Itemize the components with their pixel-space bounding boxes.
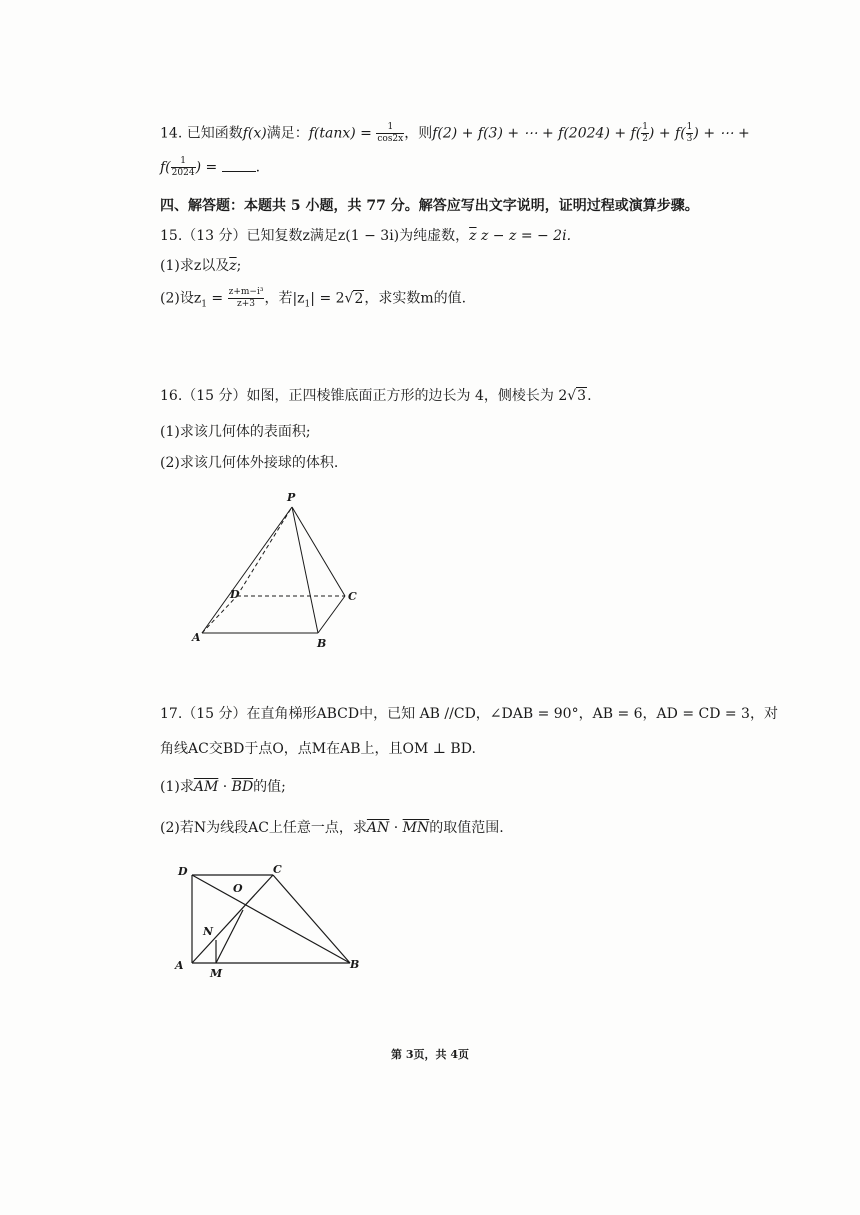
- q14-half-den: 2: [642, 134, 648, 144]
- q15-z1-den-rest: +3: [241, 299, 256, 309]
- q14-last-den: 2024: [171, 168, 195, 178]
- q17-part2-prefix: (2)若N为线段AC上任意一点，求: [160, 820, 367, 836]
- q17-line1: 17.（15 分）在直角梯形ABCD中，已知 AB //CD，∠DAB = 90°，AB = 6，AD = CD = 3，对: [160, 706, 778, 722]
- edge-AD: [202, 596, 237, 633]
- q15-part2-mid2: | = 2: [310, 290, 345, 307]
- q14-half: [641, 122, 649, 145]
- edge-PC: [292, 507, 345, 596]
- q14-sum: f(2) + f(3) + ⋯ + f(2024) + f(: [432, 125, 642, 142]
- q16-part1: (1)求该几何体的表面积;: [160, 424, 311, 440]
- q14-line2: [160, 156, 260, 179]
- q15-part2-mid: ，若|z: [264, 290, 305, 307]
- q14-line1: [160, 122, 750, 145]
- edge-PD: [237, 507, 292, 596]
- q15-part2-sub: 1: [201, 299, 207, 310]
- q14-mid: 满足：: [266, 125, 309, 142]
- q14-line2-eq: ) =: [195, 159, 218, 176]
- side-CB: [273, 875, 350, 963]
- q15-part2-eq: =: [206, 290, 224, 307]
- q17-line2: 角线AC交BD于点O，点M在AB上，且OM ⊥ BD.: [160, 741, 476, 757]
- q15-part1-text: (1)求z以及: [160, 258, 230, 274]
- q17-part1: [160, 776, 286, 796]
- edge-PB: [292, 507, 318, 633]
- q15-intro: [160, 225, 571, 245]
- q15-part1-end: ;: [236, 258, 242, 274]
- pyramid-figure: [180, 485, 380, 655]
- q14-third-den: 3: [686, 134, 693, 144]
- label-B: B: [317, 637, 327, 650]
- label-C: C: [348, 590, 357, 603]
- q15-cond-rest: z − z = − 2i.: [480, 228, 572, 244]
- section-heading: 四、解答题：本题共 5 小题，共 77 分。解答应写出文字说明，证明过程或演算步骤。: [160, 198, 699, 214]
- label-C: C: [273, 863, 282, 876]
- q15-z1-den-bar: $\overline{z}$: [237, 299, 242, 309]
- q14-last-num: 1: [171, 156, 196, 168]
- q14-prefix: 14. 已知函数: [160, 125, 243, 142]
- q15-part2-sub2: 1: [304, 299, 311, 310]
- q14-fx: f(x): [242, 125, 267, 142]
- q17-vec-AN: $\overline{AN}$: [366, 820, 390, 836]
- segment-OM: [216, 910, 243, 963]
- q17-vec-MN: $\overline{MN}$: [402, 820, 430, 836]
- q17-part1-end: 的值;: [253, 779, 286, 795]
- q15-part1: [160, 255, 241, 275]
- q16-intro: 16.（15 分）如图，正四棱锥底面正方形的边长为 4，侧棱长为 2√3.: [160, 388, 592, 404]
- label-B: B: [350, 958, 360, 971]
- q15-condition: [469, 228, 571, 244]
- q14-fraction: [376, 122, 404, 145]
- page-footer: 第 3页，共 4页: [391, 1048, 469, 1061]
- q15-z1-den: [228, 299, 265, 310]
- label-A: A: [192, 631, 201, 644]
- q15-sqrt: 2: [354, 290, 364, 307]
- q16-part2: (2)求该几何体外接球的体积.: [160, 455, 339, 471]
- q17-vec-BD: $\overline{BD}$: [231, 779, 254, 795]
- q14-third-num: 1: [686, 122, 693, 132]
- label-D: D: [178, 865, 188, 878]
- q14-half-num: 1: [642, 122, 648, 132]
- q14-then: ，则: [404, 125, 433, 142]
- label-P: P: [287, 491, 296, 504]
- q15-intro-text: 15.（13 分）已知复数z满足z(1 − 3i)为纯虚数，: [160, 228, 470, 244]
- edge-PA: [202, 507, 292, 633]
- trapezoid-figure: [170, 855, 370, 985]
- q17-vec-AM: $\overline{AM}$: [193, 779, 219, 795]
- q14-line2-f: f(: [160, 159, 171, 176]
- q14-line2-end: .: [255, 159, 261, 176]
- answer-blank: [222, 159, 256, 172]
- q15-z1-num: z+m−i³: [228, 287, 264, 297]
- q15-part2: (2)设$z_1$ = $\frac{\text{z+m−i³}}{\overline{z}+3}$ ，若$|z_1| = 2√2$，求实数m的值.: [160, 287, 467, 310]
- q16-intro-end: .: [587, 388, 592, 404]
- label-D: D: [230, 588, 240, 601]
- q15-part1-zbar: $\overline{z}$: [229, 258, 237, 274]
- q17-part2-dot: ·: [389, 820, 403, 836]
- q17-part2-end: 的取值范围.: [429, 820, 504, 836]
- label-O: O: [233, 882, 243, 895]
- q14-mid-plus: ) + f(: [648, 125, 686, 142]
- q15-cond-zbar: $\overline{z}$: [469, 228, 477, 244]
- q17-part1-prefix: (1)求: [160, 779, 194, 795]
- label-N: N: [203, 925, 214, 938]
- q15-part2-prefix: (2)设z: [160, 290, 202, 307]
- q14-frac-den: cos2x: [377, 134, 404, 144]
- q14-tail: ) + ⋯ +: [693, 125, 750, 142]
- q15-z1-fraction: [228, 287, 265, 310]
- q16-intro-text: 16.（15 分）如图，正四棱锥底面正方形的边长为 4，侧棱长为 2: [160, 388, 568, 404]
- q17-part2: [160, 817, 504, 837]
- label-M: M: [210, 967, 223, 980]
- edge-BC: [318, 596, 345, 633]
- q14-frac-num: 1: [376, 122, 404, 134]
- label-A: A: [175, 959, 184, 972]
- q17-part1-dot: ·: [218, 779, 232, 795]
- q14-ftan: f(tanx) =: [308, 125, 372, 142]
- q14-last-frac: [171, 156, 196, 179]
- q15-part2-end: ，求实数m的值.: [364, 290, 467, 307]
- q16-sqrt: 3: [577, 388, 587, 404]
